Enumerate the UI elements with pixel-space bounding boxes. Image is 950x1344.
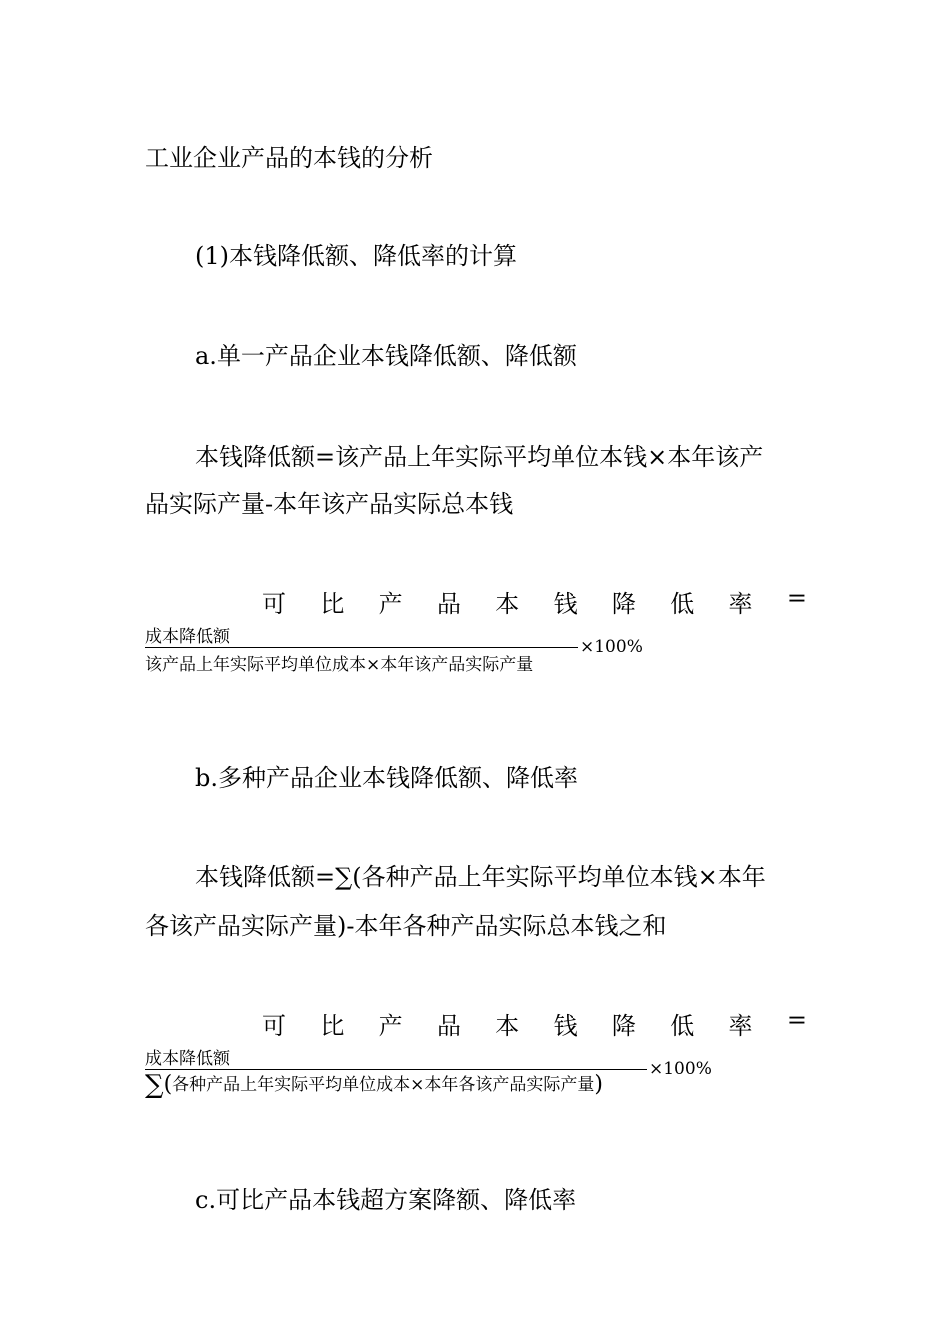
rate-char: 钱 bbox=[553, 1012, 578, 1040]
rate-char: 降 bbox=[611, 590, 636, 618]
item-b-formula-line-1: 本钱降低额=∑(各种产品上年实际平均单位本钱×本年 bbox=[195, 863, 766, 891]
rate-char: 品 bbox=[436, 1012, 461, 1040]
rate-char: 率 bbox=[728, 1012, 753, 1040]
fraction-denominator-group bbox=[145, 1070, 603, 1098]
fraction-denominator: 各种产品上年实际平均单位成本×本年各该产品实际产量 bbox=[172, 1075, 595, 1095]
rate-char: 可 bbox=[262, 590, 286, 618]
rate-char: = bbox=[786, 584, 807, 612]
rate-char: 比 bbox=[320, 590, 345, 618]
item-b-formula-line-2: 各该产品实际产量)-本年各种产品实际总本钱之和 bbox=[145, 912, 667, 940]
document-title: 工业企业产品的本钱的分析 bbox=[145, 144, 433, 172]
rate-char: 产 bbox=[378, 1012, 403, 1040]
item-a-formula-line-1: 本钱降低额=该产品上年实际平均单位本钱×本年该产 bbox=[195, 443, 764, 471]
fraction-numerator: 成本降低额 bbox=[145, 627, 230, 647]
rate-char: 钱 bbox=[553, 590, 578, 618]
rate-char: 本 bbox=[495, 1012, 520, 1040]
fraction-denominator: 该产品上年实际平均单位成本×本年该产品实际产量 bbox=[145, 655, 534, 675]
rate-char: 降 bbox=[611, 1012, 636, 1040]
item-b-rate-label bbox=[262, 1006, 807, 1041]
item-a-rate-label bbox=[262, 584, 807, 619]
rate-char: 比 bbox=[320, 1012, 345, 1040]
item-a-heading: a.单一产品企业本钱降低额、降低额 bbox=[195, 342, 577, 370]
rate-char: 产 bbox=[378, 590, 403, 618]
item-a-formula-line-2: 品实际产量-本年该产品实际总本钱 bbox=[145, 490, 514, 518]
rate-char: = bbox=[786, 1006, 807, 1034]
rate-char: 本 bbox=[495, 590, 520, 618]
fraction-multiplier: ×100% bbox=[580, 637, 643, 657]
fraction-bar bbox=[145, 647, 578, 648]
item-b-fraction bbox=[145, 1044, 745, 1104]
item-a-fraction bbox=[145, 622, 665, 682]
rate-char: 低 bbox=[670, 1012, 695, 1040]
right-paren: ) bbox=[594, 1072, 603, 1097]
sigma-symbol: ∑ bbox=[145, 1070, 164, 1100]
fraction-multiplier: ×100% bbox=[649, 1059, 712, 1079]
rate-char: 率 bbox=[728, 590, 753, 618]
item-c-heading: c.可比产品本钱超方案降额、降低率 bbox=[195, 1186, 577, 1214]
left-paren: ( bbox=[163, 1072, 173, 1097]
fraction-numerator: 成本降低额 bbox=[145, 1049, 230, 1069]
item-b-heading: b.多种产品企业本钱降低额、降低率 bbox=[195, 764, 578, 792]
section-heading: (1)本钱降低额、降低率的计算 bbox=[195, 242, 517, 270]
rate-char: 可 bbox=[262, 1012, 286, 1040]
rate-char: 品 bbox=[436, 590, 461, 618]
rate-char: 低 bbox=[670, 590, 695, 618]
